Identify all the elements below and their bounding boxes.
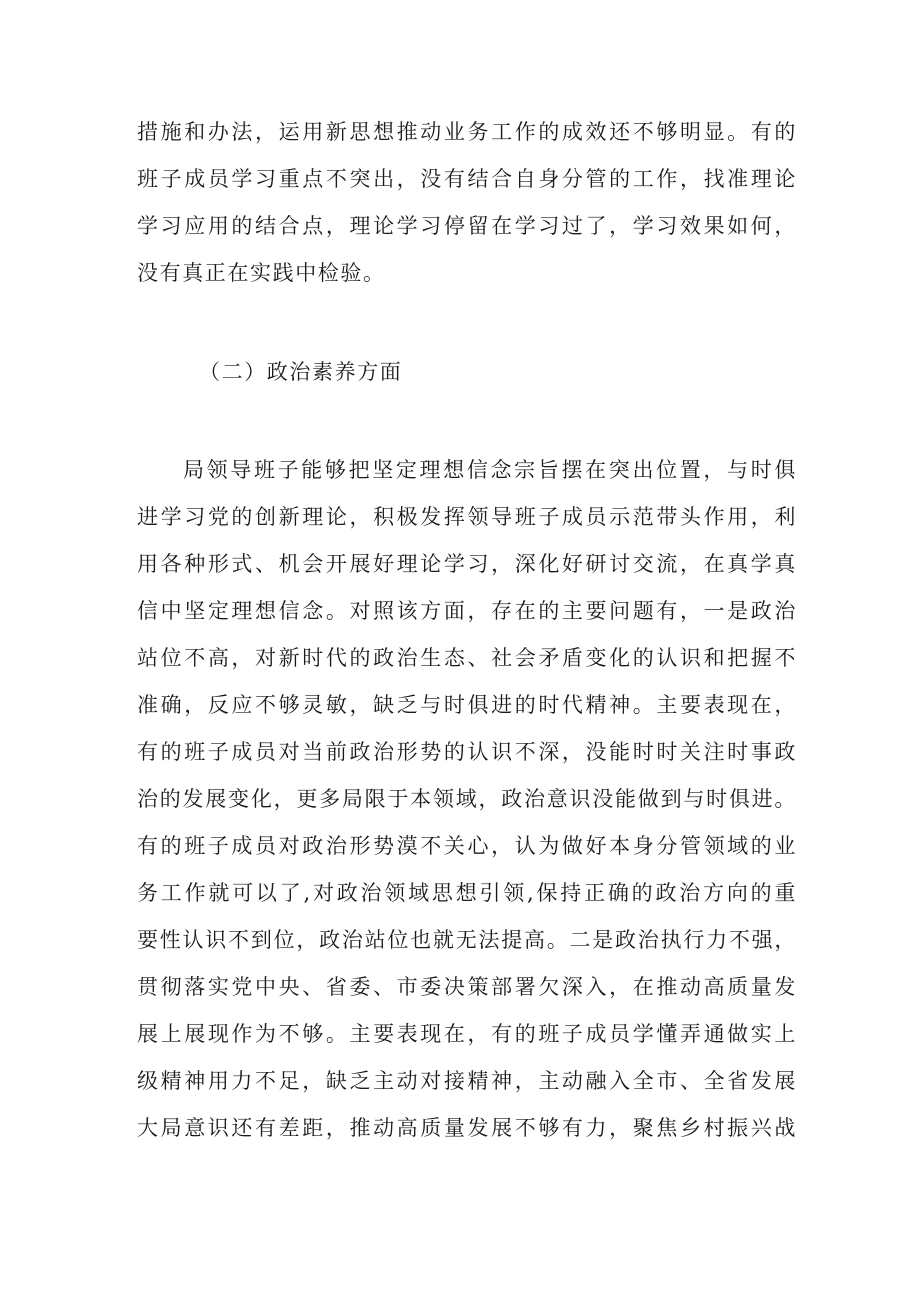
paragraph-1-line-3: 学习应用的结合点，理论学习停留在学习过了，学习效果如何， — [137, 214, 797, 238]
paragraph-2-line-14: 级精神用力不足，缺乏主动对接精神，主动融入全市、全省发展 — [137, 1069, 797, 1093]
paragraph-2-line-1: 局领导班子能够把坚定理想信念宗旨摆在突出位置，与时俱 — [183, 458, 797, 482]
paragraph-1-line-2: 班子成员学习重点不突出，没有结合自身分管的工作，找准理论 — [137, 167, 797, 191]
paragraph-2-line-9: 有的班子成员对政治形势漠不关心，认为做好本身分管领域的业 — [137, 834, 797, 858]
paragraph-2-line-3: 用各种形式、机会开展好理论学习，深化好研讨交流，在真学真 — [137, 552, 797, 576]
paragraph-2-line-4: 信中坚定理想信念。对照该方面，存在的主要问题有，一是政治 — [137, 599, 797, 623]
paragraph-2-line-6: 准确，反应不够灵敏，缺乏与时俱进的时代精神。主要表现在， — [137, 693, 797, 717]
paragraph-1-line-1: 措施和办法，运用新思想推动业务工作的成效还不够明显。有的 — [137, 120, 797, 144]
paragraph-1-line-4: 没有真正在实践中检验。 — [137, 261, 386, 285]
paragraph-2-line-12: 贯彻落实党中央、省委、市委决策部署欠深入，在推动高质量发 — [137, 975, 797, 999]
paragraph-2-line-2: 进学习党的创新理论，积极发挥领导班子成员示范带头作用，利 — [137, 505, 797, 529]
paragraph-2-line-10: 务工作就可以了,对政治领域思想引领,保持正确的政治方向的重 — [137, 881, 797, 905]
paragraph-2-line-8: 治的发展变化，更多局限于本领域，政治意识没能做到与时俱进。 — [137, 787, 797, 811]
section-heading: （二）政治素养方面 — [199, 360, 403, 384]
paragraph-2-line-13: 展上展现作为不够。主要表现在，有的班子成员学懂弄通做实上 — [137, 1022, 797, 1046]
paragraph-2-line-15: 大局意识还有差距，推动高质量发展不够有力，聚焦乡村振兴战 — [137, 1116, 797, 1140]
paragraph-2-line-11: 要性认识不到位，政治站位也就无法提高。二是政治执行力不强， — [137, 928, 797, 952]
paragraph-2-line-7: 有的班子成员对当前政治形势的认识不深，没能时时关注时事政 — [137, 740, 797, 764]
paragraph-2-line-5: 站位不高，对新时代的政治生态、社会矛盾变化的认识和把握不 — [137, 646, 797, 670]
